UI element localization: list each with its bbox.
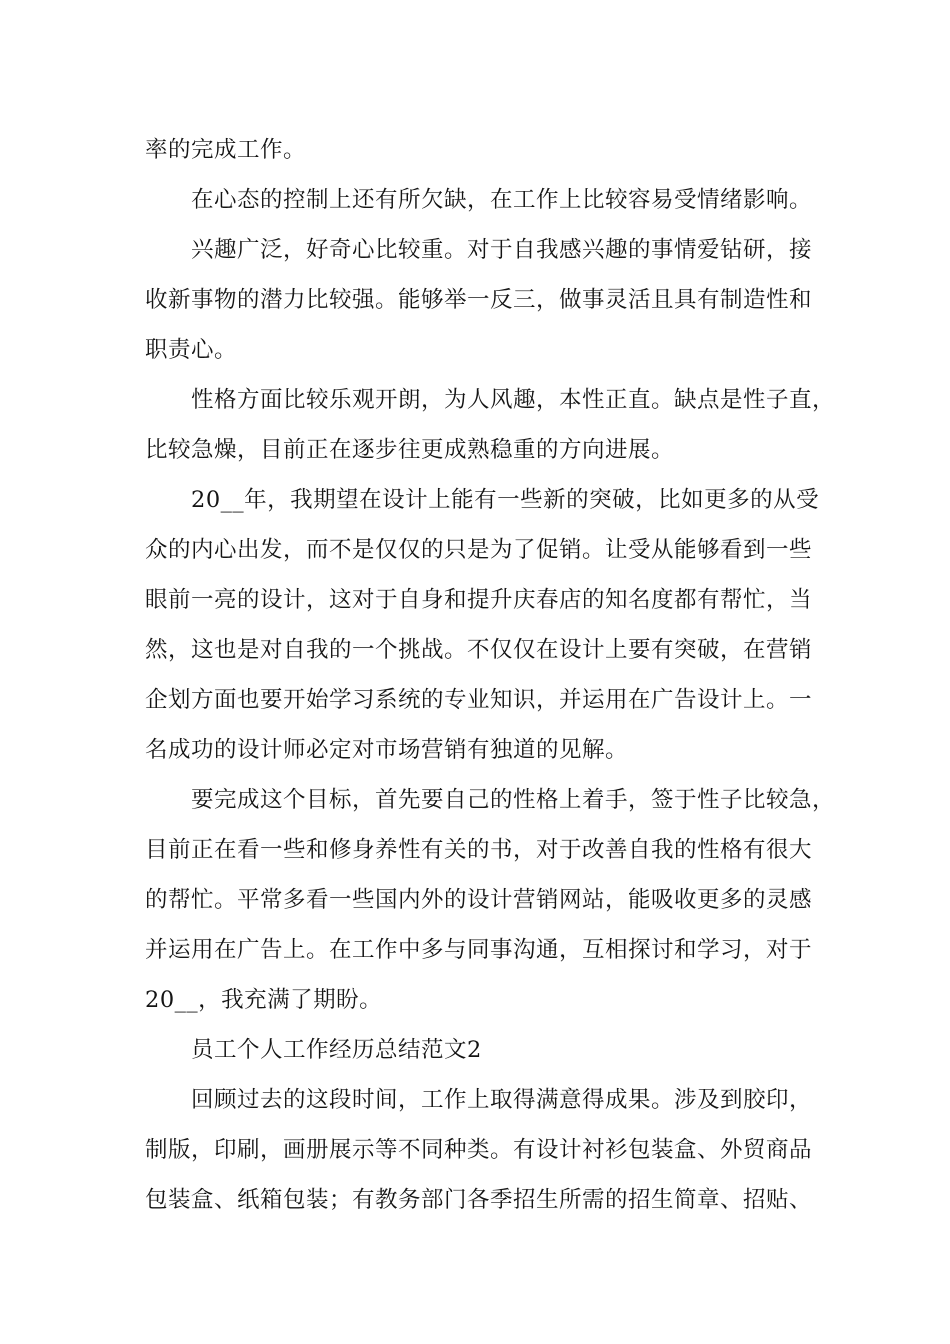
paragraph-line: 要完成这个目标，首先要自己的性格上着手，签于性子比较急， <box>191 787 836 813</box>
paragraph-line: 目前正在看一些和修身养性有关的书，对于改善自我的性格有很大 <box>145 837 813 863</box>
paragraph-line: 在心态的控制上还有所欠缺，在工作上比较容易受情绪影响。 <box>191 187 813 213</box>
paragraph-line: 包装盒、纸箱包装；有教务部门各季招生所需的招生简章、招贴、 <box>145 1187 813 1213</box>
paragraph-line: 收新事物的潜力比较强。能够举一反三，做事灵活且具有制造性和 <box>145 287 813 313</box>
paragraph-line: 回顾过去的这段时间，工作上取得满意得成果。涉及到胶印， <box>191 1087 813 1113</box>
paragraph-line: 企划方面也要开始学习系统的专业知识，并运用在广告设计上。一 <box>145 687 813 713</box>
paragraph-line: 然，这也是对自我的一个挑战。不仅仅在设计上要有突破，在营销 <box>145 637 813 663</box>
paragraph-line: 名成功的设计师必定对市场营销有独道的见解。 <box>145 737 629 763</box>
paragraph-line: 制版，印刷，画册展示等不同种类。有设计衬衫包装盒、外贸商品 <box>145 1137 813 1163</box>
paragraph-line: 众的内心出发，而不是仅仅的只是为了促销。让受从能够看到一些 <box>145 537 813 563</box>
paragraph-line: 20__，我充满了期盼。 <box>145 987 383 1013</box>
paragraph-line: 兴趣广泛，好奇心比较重。对于自我感兴趣的事情爱钻研，接 <box>191 237 813 263</box>
paragraph-line: 性格方面比较乐观开朗，为人风趣，本性正直。缺点是性子直， <box>191 387 836 413</box>
section-heading: 员工个人工作经历总结范文2 <box>191 1037 482 1063</box>
paragraph-line: 比较急燥，目前正在逐步往更成熟稳重的方向进展。 <box>145 437 675 463</box>
paragraph-line: 的帮忙。平常多看一些国内外的设计营销网站，能吸收更多的灵感 <box>145 887 813 913</box>
paragraph-line: 20__年，我期望在设计上能有一些新的突破，比如更多的从受 <box>191 487 820 513</box>
paragraph-line: 并运用在广告上。在工作中多与同事沟通，互相探讨和学习，对于 <box>145 937 813 963</box>
paragraph-line: 率的完成工作。 <box>145 137 307 163</box>
paragraph-line: 职责心。 <box>145 337 238 363</box>
paragraph-line: 眼前一亮的设计，这对于自身和提升庆春店的知名度都有帮忙，当 <box>145 587 813 613</box>
